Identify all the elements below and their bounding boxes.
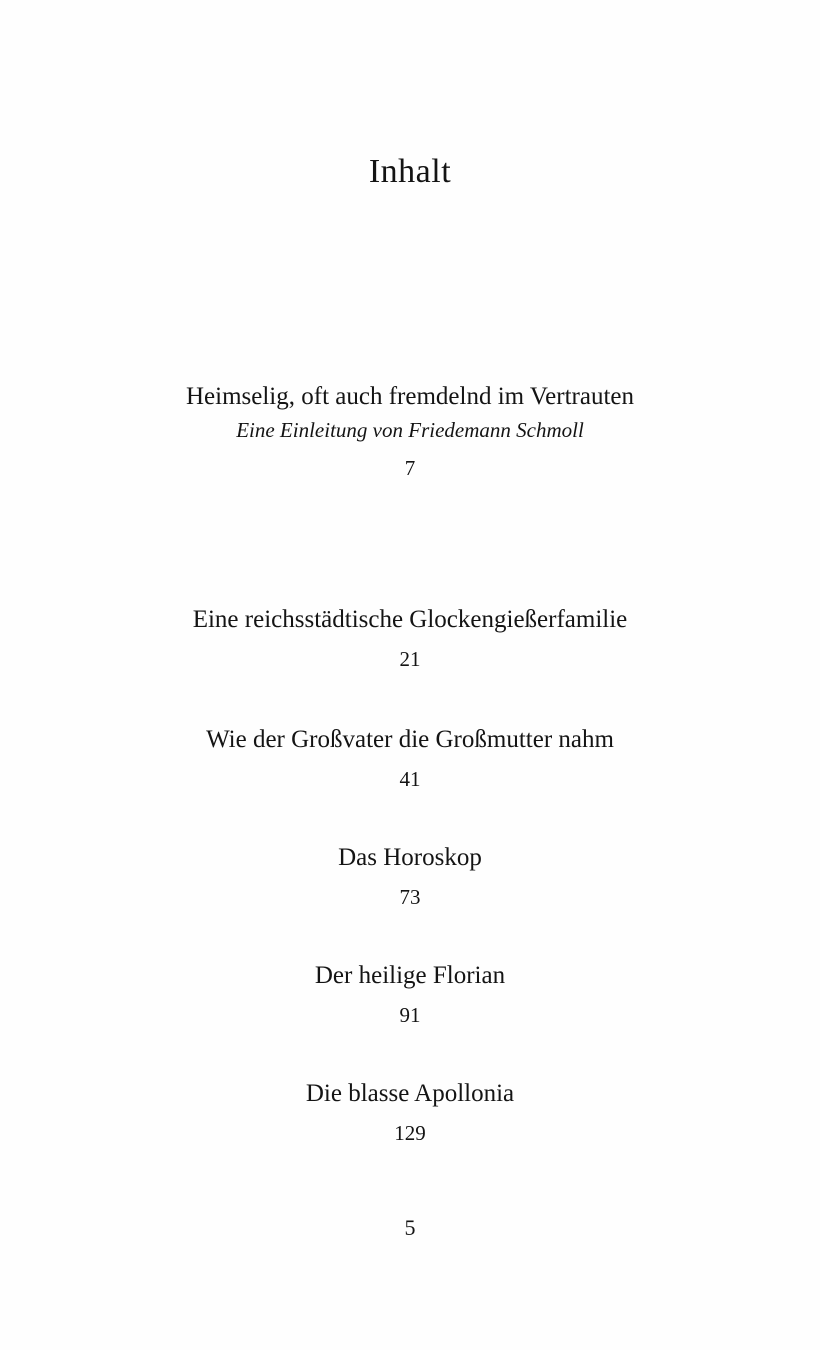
toc-entry-page-number: 73 [399,885,421,909]
toc-entry [0,604,820,674]
toc-entry [0,381,820,483]
toc-entry-page-number: 129 [394,1121,426,1145]
toc-entry-page-number: 91 [399,1003,421,1027]
toc-entry-page-number: 21 [399,647,421,671]
toc-entry [0,842,820,912]
toc-entry-page-number: 41 [399,767,421,791]
page-title: Inhalt [368,153,452,190]
toc-entry-page-number: 7 [404,456,416,480]
toc-entry-heading: Das Horoskop [338,844,482,871]
toc-entry-heading: Die blasse Apollonia [305,1080,515,1107]
toc-entry [0,1078,820,1148]
toc-entry-subtitle: Eine Einleitung von Friedemann Schmoll [236,418,584,442]
toc-entry [0,724,820,794]
toc-entry-heading: Wie der Großvater die Großmutter nahm [206,726,614,753]
toc-entry-heading: Der heilige Florian [314,962,506,989]
page-number: 5 [404,1215,416,1240]
toc-entry-heading: Eine reichsstädtische Glockengießerfamilie [192,606,628,633]
toc-entry-heading: Heimselig, oft auch fremdelnd im Vertrauten [185,383,634,410]
toc-entry [0,960,820,1030]
